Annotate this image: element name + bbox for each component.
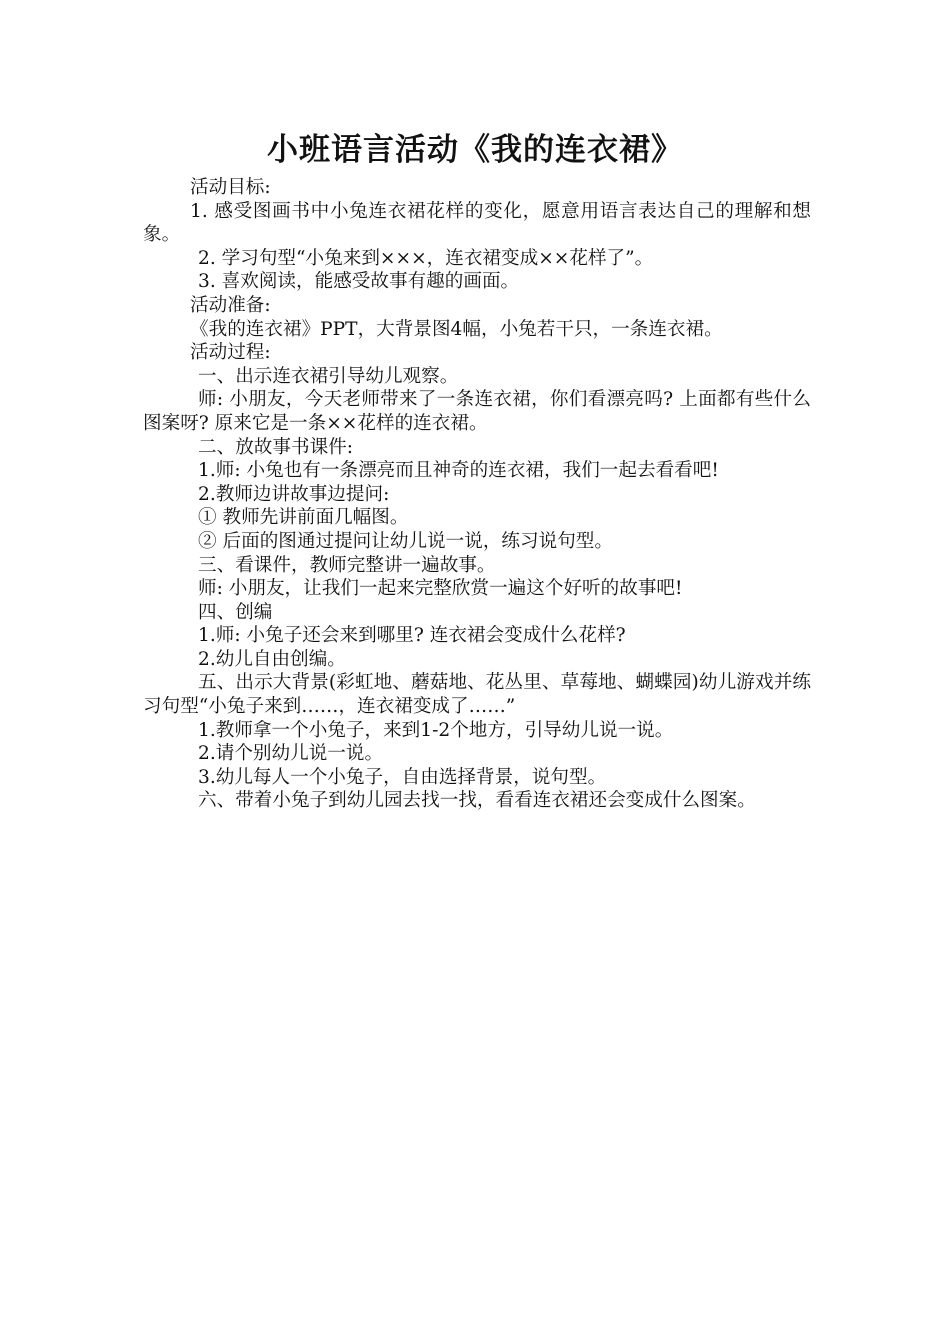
goal-item-3: 3. 喜欢阅读，能感受故事有趣的画面。 xyxy=(198,271,520,293)
document-body xyxy=(143,176,811,813)
step-5-item-3: 3.幼儿每人一个小兔子，自由选择背景，说句型。 xyxy=(198,766,607,788)
step-4-item-2: 2.幼儿自由创编。 xyxy=(198,648,346,670)
step-5-heading: 五、出示大背景(彩虹地、蘑菇地、花丛里、草莓地、蝴蝶园)幼儿游戏并练习句型“小兔子来到……，连衣裙变成了……” xyxy=(143,672,811,718)
step-6-heading: 六、带着小兔子到幼儿园去找一找，看看连衣裙还会变成什么图案。 xyxy=(198,790,756,812)
step-1-heading: 一、出示连衣裙引导幼儿观察。 xyxy=(198,365,459,387)
step-1-text: 师: 小朋友，今天老师带来了一条连衣裙，你们看漂亮吗? 上面都有些什么图案呀? 原来它是一条××花样的连衣裙。 xyxy=(143,389,811,434)
step-4-item-1: 1.师: 小兔子还会来到哪里? 连衣裙会变成什么花样? xyxy=(198,625,626,647)
process-heading: 活动过程: xyxy=(190,342,271,364)
document-title: 小班语言活动《我的连衣裙》 xyxy=(267,132,683,168)
step-5-item-2: 2.请个别幼儿说一说。 xyxy=(198,743,384,765)
step-3-text: 师: 小朋友，让我们一起来完整欣赏一遍这个好听的故事吧! xyxy=(198,578,683,600)
step-5-item-1: 1.教师拿一个小兔子，来到1-2个地方，引导幼儿说一说。 xyxy=(198,719,674,741)
goals-heading: 活动目标: xyxy=(190,177,271,198)
step-2-item-2: 2.教师边讲故事边提问: xyxy=(198,483,390,505)
goal-item-2: 2. 学习句型“小兔来到×××，连衣裙变成××花样了”。 xyxy=(198,247,654,269)
step-2-item-2a: ① 教师先讲前面几幅图。 xyxy=(198,507,409,529)
goal-item-1: 1. 感受图画书中小兔连衣裙花样的变化，愿意用语言表达自己的理解和想象。 xyxy=(143,200,811,246)
step-2-item-1: 1.师: 小兔也有一条漂亮而且神奇的连衣裙，我们一起去看看吧! xyxy=(198,460,719,482)
prep-text: 《我的连衣裙》PPT，大背景图4幅，小兔若干只，一条连衣裙。 xyxy=(190,318,723,340)
prep-heading: 活动准备: xyxy=(190,294,271,316)
step-4-heading: 四、创编 xyxy=(198,601,273,623)
step-3-heading: 三、看课件，教师完整讲一遍故事。 xyxy=(198,554,496,576)
step-2-item-2b: ② 后面的图通过提问让幼儿说一说，练习说句型。 xyxy=(198,530,613,552)
step-2-heading: 二、放故事书课件: xyxy=(198,436,354,458)
